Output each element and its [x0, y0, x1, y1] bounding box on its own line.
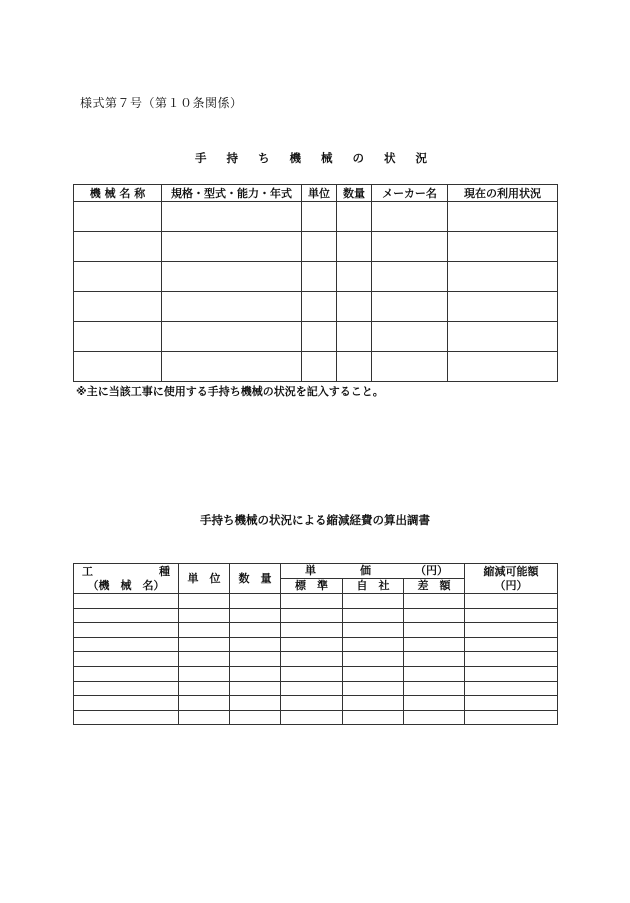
- table-cell: [179, 594, 230, 609]
- table-cell: [162, 262, 302, 292]
- table-row: [74, 710, 558, 725]
- table-cell: [337, 352, 372, 382]
- table-cell: [162, 322, 302, 352]
- table-row: [74, 608, 558, 623]
- table-row: [74, 681, 558, 696]
- table-cell: [74, 652, 179, 667]
- table-cell: [74, 623, 179, 638]
- table-cell: [281, 696, 343, 711]
- section1-note: ※主に当該工事に使用する手持ち機械の状況を記入すること。: [76, 385, 384, 398]
- table-cell: [281, 608, 343, 623]
- table-cell: [162, 352, 302, 382]
- table-cell: [230, 594, 281, 609]
- table-cell: [281, 710, 343, 725]
- table-cell: [372, 262, 448, 292]
- table-cell: [343, 710, 404, 725]
- header-usage: 現在の利用状況: [448, 185, 558, 202]
- table-cell: [337, 292, 372, 322]
- table-cell: [230, 710, 281, 725]
- table-cell: [74, 696, 179, 711]
- table-cell: [404, 594, 465, 609]
- table-cell: [465, 594, 558, 609]
- table-cell: [465, 681, 558, 696]
- table-row: [74, 292, 558, 322]
- table-cell: [230, 608, 281, 623]
- table-row: [74, 666, 558, 681]
- table-cell: [281, 652, 343, 667]
- table-cell: [230, 681, 281, 696]
- cost-reduction-table: [73, 563, 558, 725]
- table-cell: [302, 262, 337, 292]
- header-price-row: [281, 564, 464, 578]
- table-cell: [343, 608, 404, 623]
- table-cell: [179, 681, 230, 696]
- header-spec: 規格・型式・能力・年式: [162, 185, 302, 202]
- table-row: [74, 652, 558, 667]
- table-cell: [162, 232, 302, 262]
- table-cell: [179, 608, 230, 623]
- table-cell: [230, 652, 281, 667]
- table-cell: [74, 710, 179, 725]
- table-cell: [74, 666, 179, 681]
- table-row: [74, 637, 558, 652]
- table-cell: [179, 623, 230, 638]
- table-cell: [302, 232, 337, 262]
- table-header-row: [74, 564, 558, 579]
- table-cell: [74, 594, 179, 609]
- table-cell: [404, 637, 465, 652]
- table-cell: [343, 696, 404, 711]
- table-cell: [302, 352, 337, 382]
- table-cell: [404, 696, 465, 711]
- table-cell: [343, 666, 404, 681]
- table-row: [74, 202, 558, 232]
- table-cell: [404, 710, 465, 725]
- table-cell: [465, 637, 558, 652]
- table-row: [74, 232, 558, 262]
- table-cell: [281, 681, 343, 696]
- table-cell: [448, 202, 558, 232]
- table-cell: [74, 352, 162, 382]
- header-standard: 標 準: [281, 579, 343, 594]
- table-cell: [74, 202, 162, 232]
- table-cell: [302, 202, 337, 232]
- table-row: [74, 352, 558, 382]
- table-cell: [179, 637, 230, 652]
- form-number: 様式第７号（第１０条関係）: [80, 96, 243, 110]
- header-price-unit: （円）: [415, 564, 448, 577]
- table-cell: [162, 292, 302, 322]
- table-cell: [343, 623, 404, 638]
- header-maker: メーカー名: [372, 185, 448, 202]
- table-cell: [179, 710, 230, 725]
- table-cell: [465, 623, 558, 638]
- table-cell: [179, 696, 230, 711]
- table-cell: [404, 623, 465, 638]
- table-row: [74, 262, 558, 292]
- header-unit: 単位: [302, 185, 337, 202]
- table-cell: [162, 202, 302, 232]
- table-cell: [281, 623, 343, 638]
- table-cell: [465, 710, 558, 725]
- header-difference: 差 額: [404, 579, 465, 594]
- table-cell: [230, 637, 281, 652]
- table-cell: [74, 681, 179, 696]
- table-cell: [404, 666, 465, 681]
- table-cell: [230, 696, 281, 711]
- table-row: [74, 322, 558, 352]
- table-row: [74, 594, 558, 609]
- table-cell: [74, 608, 179, 623]
- table-cell: [281, 594, 343, 609]
- header-unit: 単 位: [179, 564, 230, 594]
- table-cell: [230, 623, 281, 638]
- table-cell: [343, 594, 404, 609]
- equipment-table: [73, 184, 558, 382]
- header-kind-main: [74, 565, 178, 579]
- table-cell: [404, 681, 465, 696]
- header-price-part1: 単: [305, 564, 316, 577]
- table-cell: [465, 696, 558, 711]
- table-cell: [448, 262, 558, 292]
- table-cell: [343, 681, 404, 696]
- header-reducible-unit: （円）: [494, 578, 528, 592]
- header-kind: [74, 564, 179, 594]
- section2-title: 手持ち機械の状況による縮減経費の算出調書: [200, 513, 430, 527]
- table-cell: [179, 666, 230, 681]
- table-cell: [372, 232, 448, 262]
- table-cell: [74, 292, 162, 322]
- table-cell: [337, 322, 372, 352]
- table-cell: [74, 322, 162, 352]
- table-cell: [372, 202, 448, 232]
- table-cell: [404, 608, 465, 623]
- table-cell: [343, 637, 404, 652]
- table-cell: [465, 652, 558, 667]
- table-cell: [448, 352, 558, 382]
- section1-title: 手 持 ち 機 械 の 状 況: [194, 151, 436, 165]
- table-cell: [74, 637, 179, 652]
- header-quantity: 数 量: [230, 564, 281, 594]
- header-kind-part1: 工: [82, 564, 93, 578]
- header-kind-sub: （機 械 名）: [87, 578, 165, 592]
- table-cell: [302, 322, 337, 352]
- table-cell: [281, 637, 343, 652]
- table-cell: [337, 262, 372, 292]
- table-cell: [74, 232, 162, 262]
- table-row: [74, 696, 558, 711]
- table-cell: [448, 322, 558, 352]
- table-cell: [404, 652, 465, 667]
- table-header-row: [74, 185, 558, 202]
- table-cell: [465, 608, 558, 623]
- table-cell: [230, 666, 281, 681]
- header-price: [281, 564, 465, 579]
- header-machine-name: 機 械 名 称: [74, 185, 162, 202]
- header-kind-part2: 種: [159, 564, 170, 578]
- table-cell: [343, 652, 404, 667]
- table-cell: [74, 262, 162, 292]
- table-cell: [179, 652, 230, 667]
- table-cell: [337, 202, 372, 232]
- table-cell: [465, 666, 558, 681]
- table-cell: [281, 666, 343, 681]
- header-reducible-label: 縮減可能額: [483, 564, 539, 578]
- header-own: 自 社: [343, 579, 404, 594]
- table-row: [74, 623, 558, 638]
- header-quantity: 数量: [337, 185, 372, 202]
- table-cell: [372, 292, 448, 322]
- header-reducible: [465, 564, 558, 594]
- table-cell: [337, 232, 372, 262]
- table-cell: [448, 292, 558, 322]
- table-cell: [448, 232, 558, 262]
- table-cell: [372, 322, 448, 352]
- table-cell: [302, 292, 337, 322]
- header-price-part2: 価: [360, 564, 371, 577]
- table-cell: [372, 352, 448, 382]
